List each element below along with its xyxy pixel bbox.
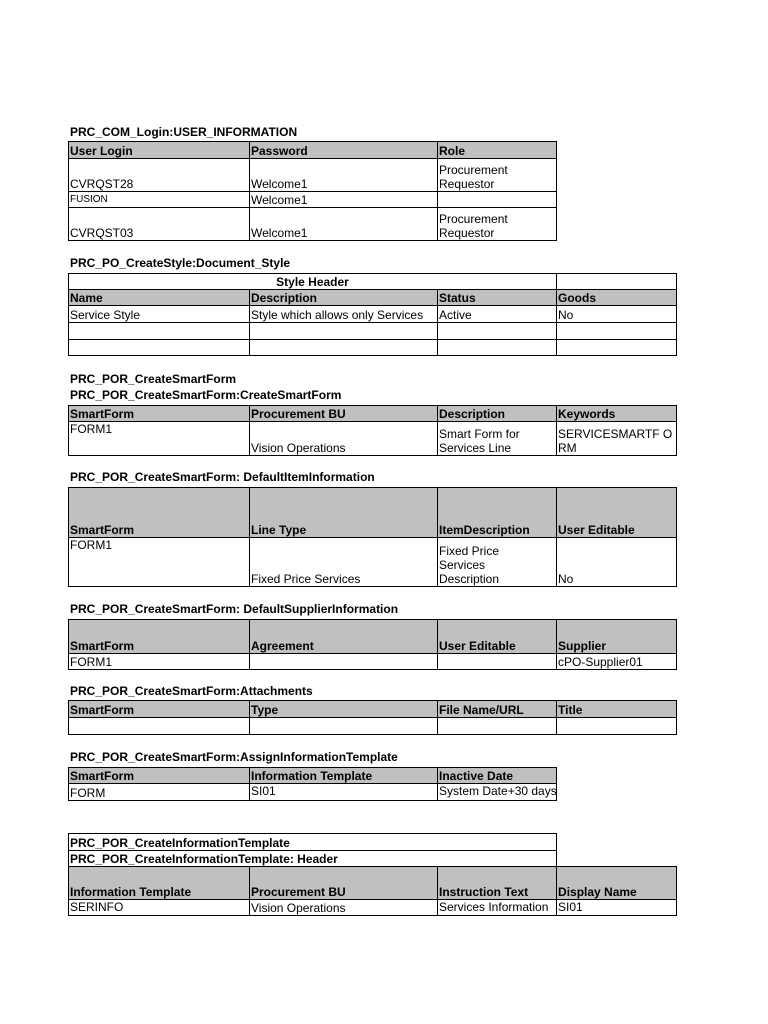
table-cell <box>250 654 438 670</box>
column-header: SmartForm <box>69 701 250 718</box>
table-cell: Active <box>438 306 557 323</box>
table-cell: FORM1 <box>69 422 250 456</box>
column-header: Inactive Date <box>438 768 557 784</box>
section-title-info-template: PRC_POR_CreateInformationTemplate <box>69 834 557 851</box>
table-row <box>69 340 677 356</box>
column-header: Line Type <box>250 488 438 538</box>
column-header: User Editable <box>557 488 677 538</box>
column-header: Display Name <box>557 867 677 900</box>
column-header: Role <box>438 142 557 159</box>
section-title-attachments: PRC_POR_CreateSmartForm:Attachments <box>70 684 313 698</box>
information-template-table <box>68 833 677 916</box>
style-header-label: Style Header <box>69 274 557 290</box>
column-header: SmartForm <box>69 406 250 422</box>
column-header: Status <box>438 290 557 306</box>
table-row <box>69 900 677 916</box>
table-row <box>69 208 557 241</box>
table-cell: CVRQST28 <box>69 159 250 192</box>
table-row <box>69 192 557 208</box>
table-cell: CVRQST03 <box>69 208 250 241</box>
column-header: Password <box>250 142 438 159</box>
default-supplier-table <box>68 619 677 670</box>
column-header: Instruction Text <box>438 867 557 900</box>
table-cell: No <box>557 306 677 323</box>
column-header: Type <box>250 701 438 718</box>
table-cell: Services Information <box>438 900 557 916</box>
attachments-table <box>68 700 677 735</box>
table-row <box>69 159 557 192</box>
table-row <box>69 538 677 587</box>
section-title-assign-template: PRC_POR_CreateSmartForm:AssignInformationTemplate <box>70 750 398 764</box>
column-header: Procurement BU <box>250 867 438 900</box>
table-row <box>69 718 677 735</box>
table-cell: Vision Operations <box>250 900 438 916</box>
table-cell <box>250 323 438 340</box>
create-smartform-table <box>68 405 677 456</box>
table-cell: FORM <box>69 784 250 801</box>
column-header: SmartForm <box>69 768 250 784</box>
table-cell: No <box>557 538 677 587</box>
table-cell: FORM1 <box>69 654 250 670</box>
table-row <box>69 422 677 456</box>
table-cell <box>557 274 677 290</box>
column-header: Information Template <box>250 768 438 784</box>
table-cell: Service Style <box>69 306 250 323</box>
table-cell: Procurement Requestor <box>438 159 557 192</box>
table-cell: Vision Operations <box>250 422 438 456</box>
column-header: Name <box>69 290 250 306</box>
table-cell: Procurement Requestor <box>438 208 557 241</box>
table-cell: Fixed Price Services <box>250 538 438 587</box>
section-title-default-supplier: PRC_POR_CreateSmartForm: DefaultSupplierInformation <box>70 602 399 616</box>
column-header: SmartForm <box>69 488 250 538</box>
table-cell <box>438 323 557 340</box>
table-cell <box>69 718 250 735</box>
section-title-create-smartform: PRC_POR_CreateSmartForm <box>70 372 237 386</box>
column-header: SmartForm <box>69 620 250 654</box>
section-title-default-item: PRC_POR_CreateSmartForm: DefaultItemInformation <box>70 470 375 484</box>
table-cell <box>69 323 250 340</box>
table-cell: SI01 <box>557 900 677 916</box>
table-cell <box>557 323 677 340</box>
table-cell <box>557 834 677 851</box>
table-cell: Smart Form for Services Line <box>438 422 557 456</box>
section-title-user-information: PRC_COM_Login:USER_INFORMATION <box>70 125 298 139</box>
table-row <box>69 784 557 801</box>
column-header: User Login <box>69 142 250 159</box>
table-cell <box>557 851 677 867</box>
table-row <box>69 654 677 670</box>
table-cell: FUSION <box>69 192 250 208</box>
table-cell: Fixed Price Services Description <box>438 538 557 587</box>
table-cell: Welcome1 <box>250 192 438 208</box>
table-row <box>69 306 677 323</box>
column-header: Keywords <box>557 406 677 422</box>
section-subtitle-create-smartform: PRC_POR_CreateSmartForm:CreateSmartForm <box>70 388 342 402</box>
table-cell <box>557 340 677 356</box>
table-cell: Welcome1 <box>250 208 438 241</box>
table-cell: SI01 <box>250 784 438 801</box>
column-header: ItemDescription <box>438 488 557 538</box>
table-cell <box>250 718 438 735</box>
column-header: Information Template <box>69 867 250 900</box>
document-style-table <box>68 273 677 356</box>
column-header: User Editable <box>438 620 557 654</box>
table-cell <box>557 718 677 735</box>
column-header: Procurement BU <box>250 406 438 422</box>
section-subtitle-info-template: PRC_POR_CreateInformationTemplate: Header <box>69 851 557 867</box>
table-cell: cPO-Supplier01 <box>557 654 677 670</box>
column-header: File Name/URL <box>438 701 557 718</box>
table-cell <box>438 654 557 670</box>
section-title-document-style: PRC_PO_CreateStyle:Document_Style <box>70 256 291 270</box>
table-cell: FORM1 <box>69 538 250 587</box>
table-cell <box>438 718 557 735</box>
default-item-table <box>68 487 677 587</box>
column-header: Title <box>557 701 677 718</box>
column-header: Agreement <box>250 620 438 654</box>
table-cell <box>438 192 557 208</box>
user-information-table <box>68 141 557 241</box>
table-cell: System Date+30 days <box>438 784 557 801</box>
column-header: Description <box>250 290 438 306</box>
column-header: Description <box>438 406 557 422</box>
column-header: Supplier <box>557 620 677 654</box>
table-cell <box>438 340 557 356</box>
table-cell <box>250 340 438 356</box>
table-cell <box>69 340 250 356</box>
table-cell: SERVICESMARTF ORM <box>557 422 677 456</box>
table-row <box>69 323 677 340</box>
column-header: Goods <box>557 290 677 306</box>
table-cell: SERINFO <box>69 900 250 916</box>
table-cell: Welcome1 <box>250 159 438 192</box>
assign-template-table <box>68 767 557 801</box>
table-cell: Style which allows only Services <box>250 306 438 323</box>
